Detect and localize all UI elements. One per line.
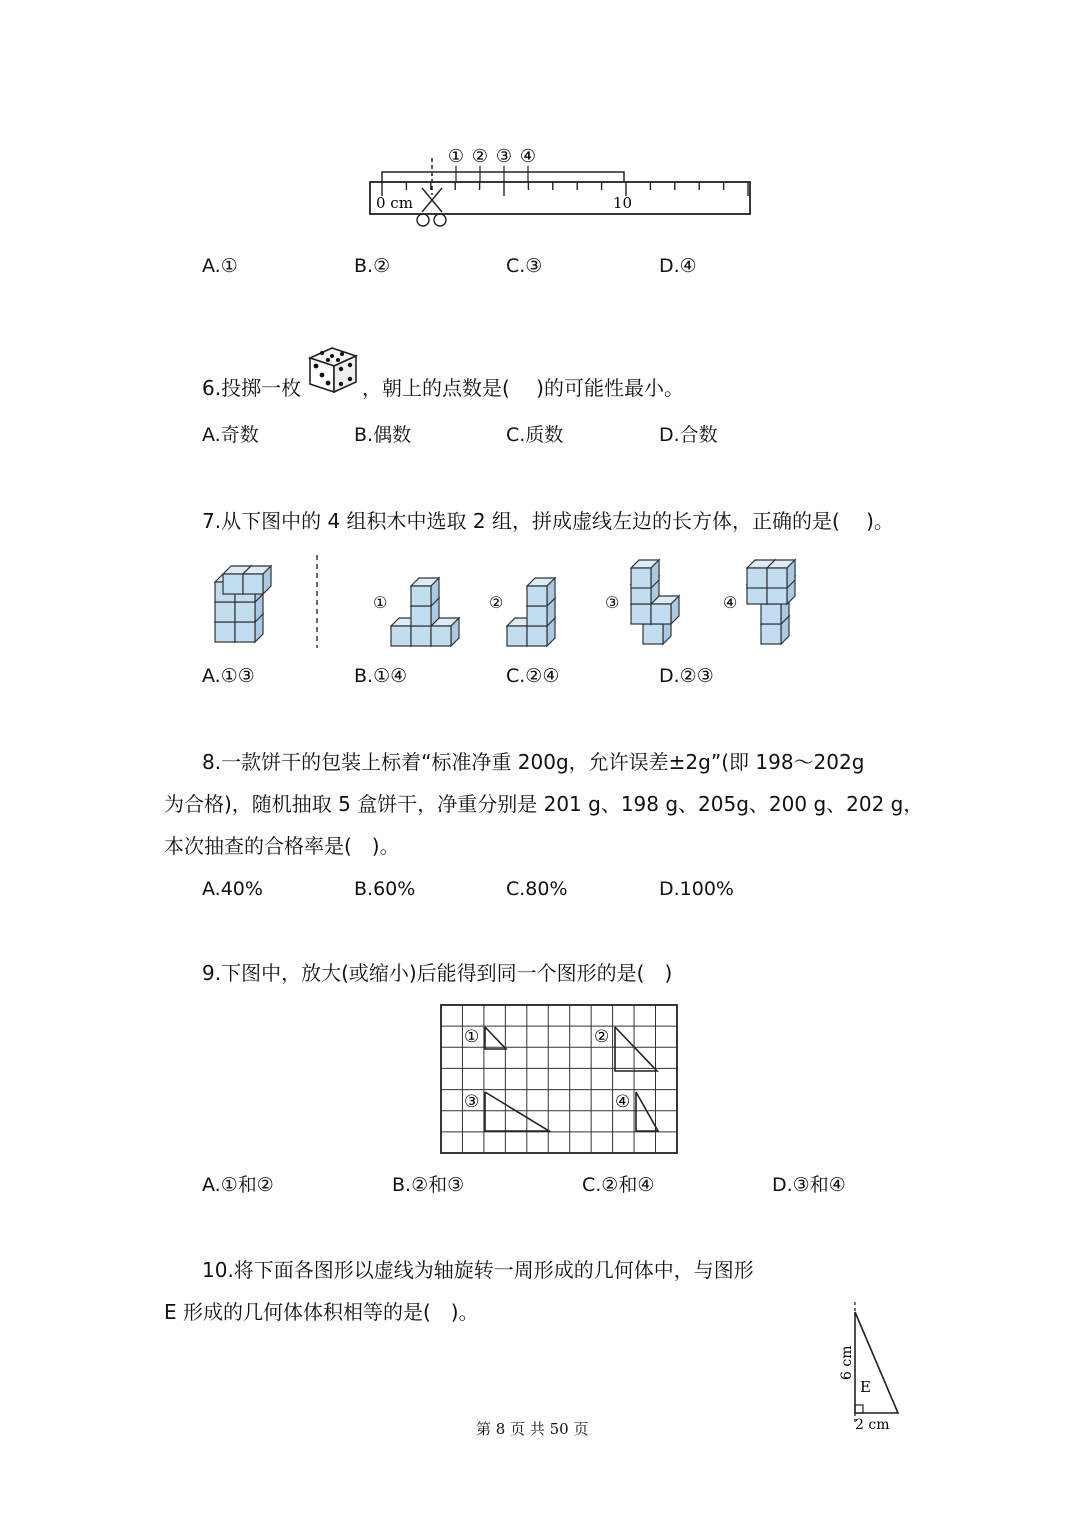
ruler-zero-label: 0 cm: [376, 194, 413, 212]
q9-text: 9.下图中，放大(或缩小)后能得到同一个图形的是( ): [202, 961, 673, 985]
triangle-base-label: 2 cm: [855, 1417, 890, 1433]
q6-option-a[interactable]: A.奇数: [202, 424, 259, 446]
q9-option-a[interactable]: A.①和②: [202, 1174, 274, 1196]
block-label-4: ④: [723, 593, 738, 612]
block-group-1: [391, 578, 459, 646]
q5-option-a[interactable]: A.①: [202, 255, 238, 277]
shape-2: [615, 1027, 657, 1071]
q5-option-c[interactable]: C.③: [506, 255, 543, 277]
q10-line-2: E 形成的几何体体积相等的是( )。: [164, 1300, 479, 1324]
q8-option-d[interactable]: D.100%: [659, 878, 734, 900]
block-group-3: [631, 560, 679, 644]
q7-option-d[interactable]: D.②③: [659, 665, 714, 687]
q7-option-c[interactable]: C.②④: [506, 665, 560, 687]
ruler-ten-label: 10: [613, 194, 633, 212]
ruler-figure: [360, 140, 760, 235]
dice-icon: [306, 344, 360, 396]
q9-option-c[interactable]: C.②和④: [582, 1174, 655, 1196]
grid-label-4: ④: [615, 1092, 631, 1112]
ruler-body: [370, 182, 750, 214]
grid-label-1: ①: [464, 1027, 480, 1047]
block-group-2: [507, 578, 555, 646]
q5-option-d[interactable]: D.④: [659, 255, 697, 277]
q5-option-b[interactable]: B.②: [354, 255, 391, 277]
block-group-4: [747, 560, 795, 644]
block-label-3: ③: [605, 593, 620, 612]
q9-option-d[interactable]: D.③和④: [772, 1174, 846, 1196]
shape-1: [485, 1027, 506, 1049]
shape-3: [485, 1092, 549, 1131]
q9-option-b[interactable]: B.②和③: [392, 1174, 465, 1196]
q8-option-a[interactable]: A.40%: [202, 878, 263, 900]
triangle-height-label: 6 cm: [839, 1345, 855, 1380]
triangle-e-label: E: [860, 1378, 871, 1396]
target-cuboid: [215, 566, 271, 642]
blocks-figure: [205, 550, 825, 655]
q6-text-before: 6.投掷一枚: [202, 376, 302, 400]
q6-option-b[interactable]: B.偶数: [354, 424, 412, 446]
q8-option-b[interactable]: B.60%: [354, 878, 416, 900]
q8-option-c[interactable]: C.80%: [506, 878, 568, 900]
q7-option-b[interactable]: B.①④: [354, 665, 408, 687]
page-footer: 第 8 页 共 50 页: [476, 1420, 589, 1438]
q6-option-c[interactable]: C.质数: [506, 424, 564, 446]
marker-1: ①: [447, 146, 465, 167]
marker-3: ③: [495, 146, 513, 167]
q8-line-3: 本次抽查的合格率是( )。: [164, 834, 400, 858]
triangle-e-figure: [830, 1300, 910, 1440]
triangle-e: [855, 1312, 898, 1413]
block-label-2: ②: [489, 593, 504, 612]
q10-line-1: 10.将下面各图形以虚线为轴旋转一周形成的几何体中，与图形: [202, 1258, 754, 1282]
grid-figure: [438, 1002, 680, 1156]
shape-4: [636, 1092, 658, 1131]
marker-4: ④: [519, 146, 537, 167]
block-label-1: ①: [373, 593, 388, 612]
q7-option-a[interactable]: A.①③: [202, 665, 255, 687]
grid-label-2: ②: [594, 1027, 610, 1047]
q6-option-d[interactable]: D.合数: [659, 424, 718, 446]
q8-line-1: 8.一款饼干的包装上标着“标准净重 200g，允许误差±2g”(即 198～202g: [202, 750, 865, 774]
marker-2: ②: [471, 146, 489, 167]
q8-line-2: 为合格)，随机抽取 5 盒饼干，净重分别是 201 g、198 g、205g、200 g、202 g，: [164, 792, 924, 816]
grid-label-3: ③: [464, 1092, 480, 1112]
q6-text-after: ，朝上的点数是( )的可能性最小。: [362, 376, 684, 400]
q7-text: 7.从下图中的 4 组积木中选取 2 组，拼成虚线左边的长方体，正确的是( )。: [202, 509, 894, 533]
